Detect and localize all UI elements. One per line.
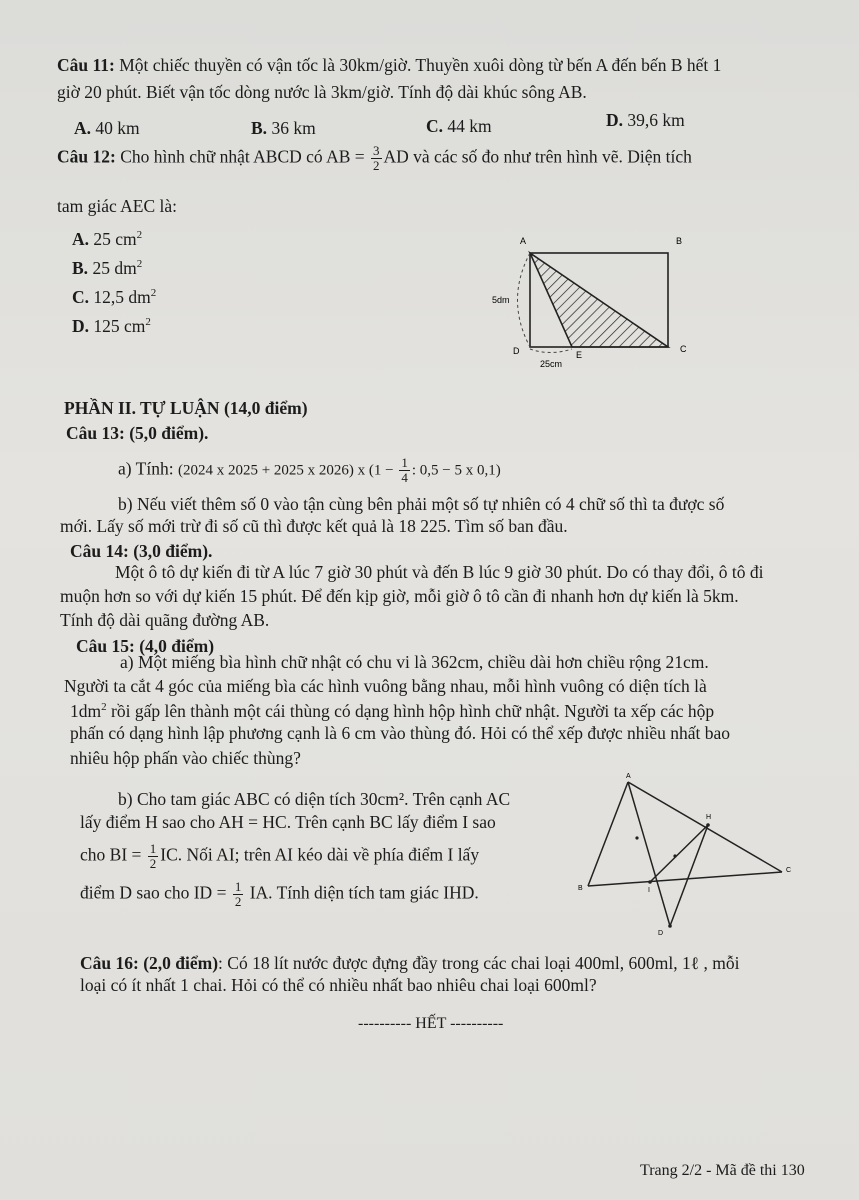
q15-b-line3: cho BI = $\frac{1}{2}$ IC. Nối AI; trên AI kéo dài về phía điểm I lấy — [80, 841, 480, 871]
q13-fraction: $\frac{1}{4}$ — [401, 455, 408, 485]
q12-fraction: $\frac{3}{2}$ — [373, 143, 380, 173]
q13-b-line1: b) Nếu viết thêm số 0 vào tận cùng bên phải một số tự nhiên có 4 chữ số thì ta được số — [118, 494, 725, 514]
q11-line1: Câu 11: Một chiếc thuyền có vận tốc là 30km/giờ. Thuyền xuôi dòng từ bến A đến bến B hết 1 — [57, 55, 722, 75]
q15-b-line4: điểm D sao cho ID = $\frac{1}{2}$ IA. Tính diện tích tam giác IHD. — [80, 879, 479, 909]
edge-bc — [588, 872, 782, 886]
rectangle-figure — [480, 228, 700, 373]
page-footer: Trang 2/2 - Mã đề thi 130 — [640, 1162, 805, 1179]
triangle-aec — [530, 253, 668, 347]
q12-line2: tam giác AEC là: — [57, 196, 178, 216]
q13-heading: Câu 13: (5,0 điểm). — [66, 423, 209, 443]
label-d: D — [513, 346, 520, 356]
q15-fraction-2: $\frac{1}{2}$ — [234, 879, 242, 909]
q15-a-line3: $1dm^2$ rồi gấp lên thành một cái thùng có dạng hình hộp hình chữ nhật. Người ta xếp các hộp — [70, 701, 715, 721]
label-b: B — [676, 236, 683, 246]
q16-line2: loại có ít nhất 1 chai. Hỏi có thể có nhiều nhất bao nhiêu chai loại 600ml? — [80, 975, 597, 995]
q11-option-c: C. 44 km — [426, 116, 492, 136]
q12-option-a: A. 25 $cm^2$ — [72, 229, 143, 249]
q15-a-line1: a) Một miếng bìa hình chữ nhật có chu vi là 362cm, chiều dài hơn chiều rộng 21cm. — [120, 652, 709, 672]
q15-a-line4: phấn có dạng hình lập phương cạnh là 6 cm vào thùng đó. Hỏi có thể xếp được nhiều nhất bao — [70, 723, 731, 743]
q12-line1: Câu 12: Cho hình chữ nhật ABCD có AB = $\frac{3}{2}$ AD và các số đo như trên hình vẽ. Diện tích — [57, 143, 692, 173]
q11-line2: giờ 20 phút. Biết vận tốc dòng nước là 3km/giờ. Tính độ dài khúc sông AB. — [57, 82, 587, 102]
label-d: D — [658, 930, 664, 937]
q11-option-b: B. 36 km — [251, 118, 316, 138]
q14-line2: muộn hơn so với dự kiến 15 phút. Để đến kịp giờ, mỗi giờ ô tô cần đi nhanh hơn dự kiến là 5km. — [60, 586, 739, 606]
label-c: C — [680, 344, 687, 354]
label-h: H — [706, 814, 712, 821]
segment-dh — [670, 825, 708, 926]
label-25cm: 25cm — [540, 359, 563, 369]
q14-line1: Một ô tô dự kiến đi từ A lúc 7 giờ 30 phút và đến B lúc 9 giờ 30 phút. Do có thay đổi, ô tô đi — [115, 562, 764, 582]
q15-heading: Câu 15: (4,0 điểm) — [76, 636, 215, 656]
label-a: A — [626, 773, 631, 780]
part2-heading: PHẦN II. TỰ LUẬN (14,0 điểm) — [64, 398, 308, 418]
label-a: A — [520, 236, 527, 246]
q11-option-a: A. 40 km — [74, 118, 140, 138]
label-e: E — [576, 350, 583, 360]
triangle-figure — [570, 768, 800, 938]
q13-part-a: a) Tính: (2024 x 2025 + 2025 x 2026) x (1 − $\frac{1}{4}$ : 0,5 − 5 x 0,1) — [118, 455, 501, 485]
q12-option-b: B. 25 $dm^2$ — [72, 258, 143, 278]
segment-ih — [650, 825, 708, 882]
side-arc — [518, 253, 531, 347]
q15-a-line5: nhiêu hộp phấn vào chiếc thùng? — [70, 748, 301, 768]
q15-b-line2: lấy điểm H sao cho AH = HC. Trên cạnh BC lấy điểm I sao — [80, 812, 496, 832]
label-i: I — [648, 887, 650, 894]
q15-b-line1: b) Cho tam giác ABC có diện tích 30cm². Trên cạnh AC — [118, 789, 511, 809]
end-marker: ---------- HẾT ---------- — [358, 1015, 504, 1032]
q12-option-c: C. 12,5 $dm^2$ — [72, 287, 157, 307]
label-c: C — [786, 867, 792, 874]
q14-line3: Tính độ dài quãng đường AB. — [60, 610, 270, 630]
q11-option-d: D. 39,6 km — [606, 110, 685, 130]
q13-b-line2: mới. Lấy số mới trừ đi số cũ thì được kết quả là 18 225. Tìm số ban đầu. — [60, 516, 568, 536]
q15-a-line2: Người ta cắt 4 góc của miếng bìa các hình vuông bằng nhau, mỗi hình vuông có diện tích là — [64, 676, 707, 696]
edge-ab — [588, 782, 628, 886]
q16-line1: Câu 16: (2,0 điểm): Có 18 lít nước được đựng đầy trong các chai loại 400ml, 600ml, 1ℓ , mỗi — [80, 953, 740, 973]
q14-heading: Câu 14: (3,0 điểm). — [70, 541, 213, 561]
q12-option-d: D. 125 $cm^2$ — [72, 316, 151, 336]
label-b: B — [578, 885, 583, 892]
q15-fraction-1: $\frac{1}{2}$ — [149, 841, 157, 871]
bottom-arc — [530, 349, 572, 353]
label-5dm: 5dm — [492, 295, 510, 305]
